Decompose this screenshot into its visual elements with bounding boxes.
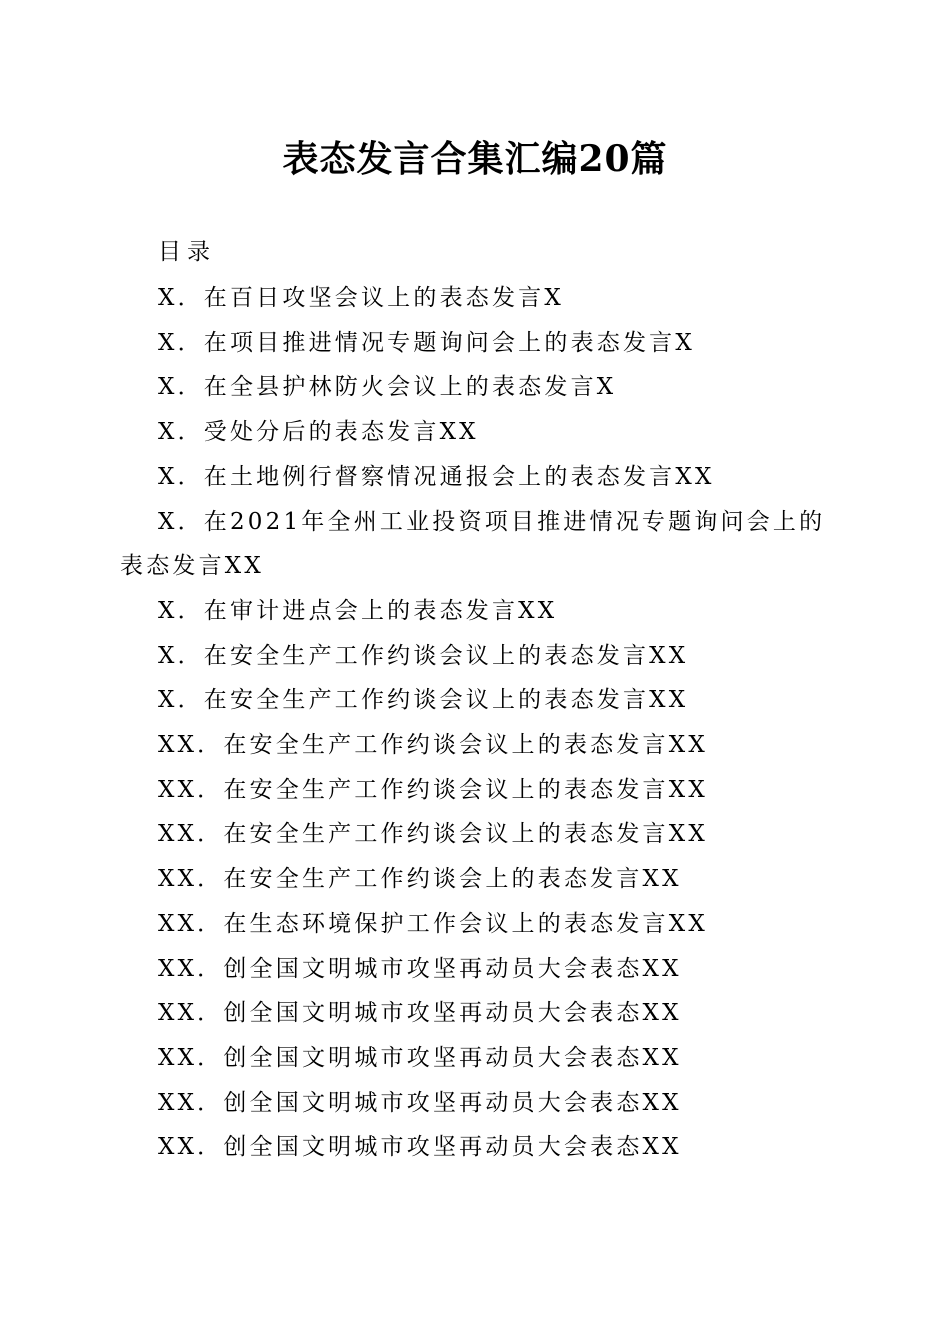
- toc-item: XX．创全国文明城市攻坚再动员大会表态XX: [158, 1044, 682, 1071]
- toc-item: XX．在安全生产工作约谈会上的表态发言XX: [158, 866, 682, 893]
- toc-item: X．受处分后的表态发言XX: [158, 419, 479, 446]
- toc-item: X．在安全生产工作约谈会议上的表态发言XX: [158, 642, 689, 669]
- toc-item: XX．创全国文明城市攻坚再动员大会表态XX: [158, 1000, 682, 1027]
- toc-item: X．在安全生产工作约谈会议上的表态发言XX: [158, 687, 689, 714]
- toc-item: XX．创全国文明城市攻坚再动员大会表态XX: [158, 1089, 682, 1116]
- toc-item: XX．创全国文明城市攻坚再动员大会表态XX: [158, 1134, 682, 1161]
- toc-item: X．在审计进点会上的表态发言XX: [158, 597, 558, 624]
- toc-item: XX．在安全生产工作约谈会议上的表态发言XX: [158, 732, 708, 759]
- toc-item: X．在土地例行督察情况通报会上的表态发言XX: [158, 463, 715, 490]
- toc-item: X．在2021年全州工业投资项目推进情况专题询问会上的表态发言XX: [120, 508, 826, 580]
- toc-item: XX．创全国文明城市攻坚再动员大会表态XX: [158, 955, 682, 982]
- toc-item: X．在项目推进情况专题询问会上的表态发言X: [158, 329, 695, 356]
- toc-item: X．在百日攻坚会议上的表态发言X: [158, 285, 564, 311]
- toc-item: XX．在生态环境保护工作会议上的表态发言XX: [158, 910, 708, 937]
- toc-item: XX．在安全生产工作约谈会议上的表态发言XX: [158, 776, 708, 803]
- toc-item: X．在全县护林防火会议上的表态发言X: [158, 374, 617, 401]
- document-title: 表态发言合集汇编20篇: [282, 138, 668, 180]
- table-of-contents: [120, 276, 830, 1170]
- toc-heading: 目录: [158, 239, 216, 265]
- toc-item: XX．在安全生产工作约谈会议上的表态发言XX: [158, 821, 708, 848]
